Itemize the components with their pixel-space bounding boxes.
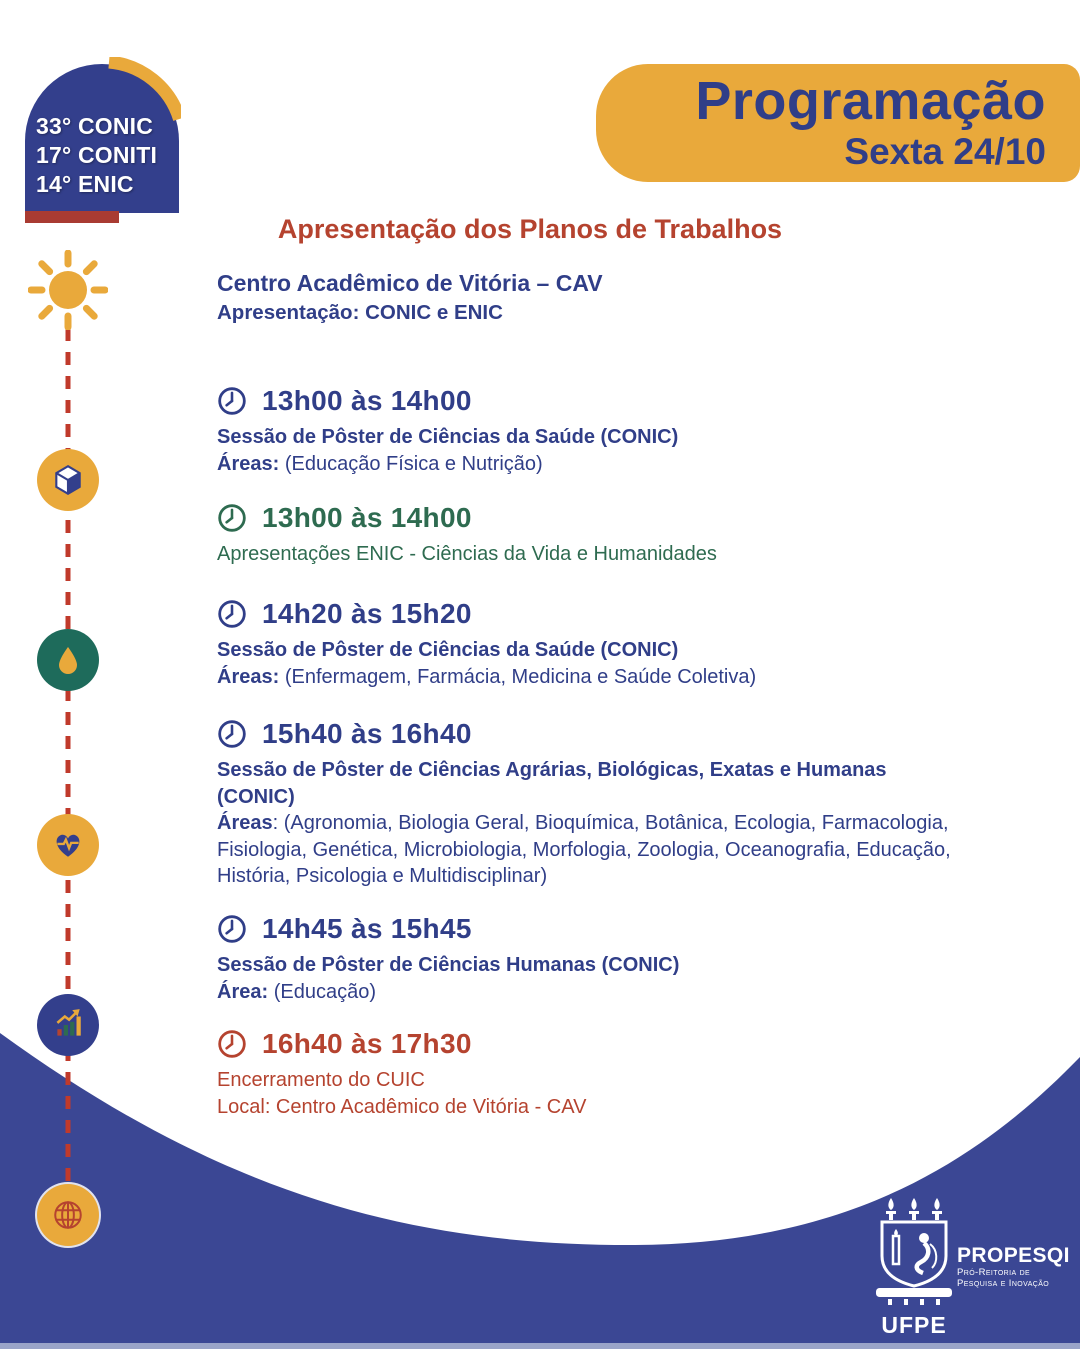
propesqi-subtitle-2: Pesquisa e Inovação bbox=[957, 1278, 1050, 1289]
session-title: Sessão de Pôster de Ciências da Saúde (CONIC) bbox=[217, 639, 679, 661]
session-areas: Áreas: (Educação Física e Nutrição) bbox=[217, 452, 543, 475]
clock-icon bbox=[217, 1029, 247, 1059]
schedule-entry bbox=[217, 385, 969, 477]
session-time: 16h40 às 17h30 bbox=[262, 1028, 472, 1059]
clock-icon bbox=[217, 914, 247, 944]
heartbeat-icon bbox=[37, 814, 99, 876]
droplet-icon bbox=[37, 629, 99, 691]
cube-icon bbox=[37, 449, 99, 511]
intro-block bbox=[217, 268, 603, 326]
sun-icon bbox=[28, 250, 108, 330]
badge-line-enic: 14° ENIC bbox=[36, 171, 134, 197]
session-title: Sessão de Pôster de Ciências Agrárias, Biológicas, Exatas e Humanas (CONIC) bbox=[217, 759, 887, 808]
ufpe-wordmark: UFPE bbox=[881, 1312, 947, 1338]
session-areas: Áreas: (Agronomia, Biologia Geral, Bioquímica, Botânica, Ecologia, Farmacologia, Fisiologia, Genética, Microbiologia, Morfologia, Zoologia, Oceanografia, Educação, História, Psicologia e Multidisciplinar) bbox=[217, 812, 951, 887]
propesqi-title: PROPESQI bbox=[957, 1244, 1070, 1267]
session-time: 13h00 às 14h00 bbox=[262, 385, 472, 416]
session-title: Apresentações ENIC - Ciências da Vida e Humanidades bbox=[217, 543, 717, 565]
closing-event: Encerramento do CUIC bbox=[217, 1069, 425, 1091]
growth-chart-icon bbox=[37, 994, 99, 1056]
session-time: 14h20 às 15h20 bbox=[262, 598, 472, 629]
page-title: Apresentação dos Planos de Trabalhos bbox=[277, 214, 783, 244]
event-badge bbox=[23, 57, 181, 227]
badge-line-coniti: 17° CONITI bbox=[36, 142, 158, 168]
session-title: Sessão de Pôster de Ciências da Saúde (CONIC) bbox=[217, 426, 679, 448]
session-title: Sessão de Pôster de Ciências Humanas (CONIC) bbox=[217, 954, 680, 976]
schedule-entry bbox=[217, 718, 969, 890]
schedule-entry bbox=[217, 598, 969, 690]
propesqi-block bbox=[957, 1244, 1070, 1289]
ufpe-crest-logo bbox=[874, 1196, 954, 1306]
banner-title: Programação bbox=[695, 71, 1046, 131]
clock-icon bbox=[217, 599, 247, 629]
session-areas: Área: (Educação) bbox=[217, 980, 376, 1003]
venue-title: Centro Acadêmico de Vitória – CAV bbox=[217, 270, 603, 296]
venue-subtitle: Apresentação: CONIC e ENIC bbox=[217, 301, 503, 324]
schedule-entry bbox=[217, 502, 969, 568]
session-time: 13h00 às 14h00 bbox=[262, 502, 472, 533]
banner-date: Sexta 24/10 bbox=[844, 131, 1046, 172]
globe-icon bbox=[37, 1184, 99, 1246]
session-time: 15h40 às 16h40 bbox=[262, 718, 472, 749]
badge-line-conic: 33° CONIC bbox=[36, 113, 154, 139]
schedule-entry bbox=[217, 1028, 969, 1120]
clock-icon bbox=[217, 386, 247, 416]
schedule-entry bbox=[217, 913, 969, 1005]
session-areas: Áreas: (Enfermagem, Farmácia, Medicina e Saúde Coletiva) bbox=[217, 665, 757, 688]
session-time: 14h45 às 15h45 bbox=[262, 913, 472, 944]
badge-editions bbox=[36, 112, 157, 199]
clock-icon bbox=[217, 719, 247, 749]
propesqi-subtitle-1: Pró-Reitoria de bbox=[957, 1267, 1031, 1278]
clock-icon bbox=[217, 503, 247, 533]
closing-location: Local: Centro Acadêmico de Vitória - CAV bbox=[217, 1095, 587, 1118]
program-banner bbox=[596, 64, 1080, 182]
